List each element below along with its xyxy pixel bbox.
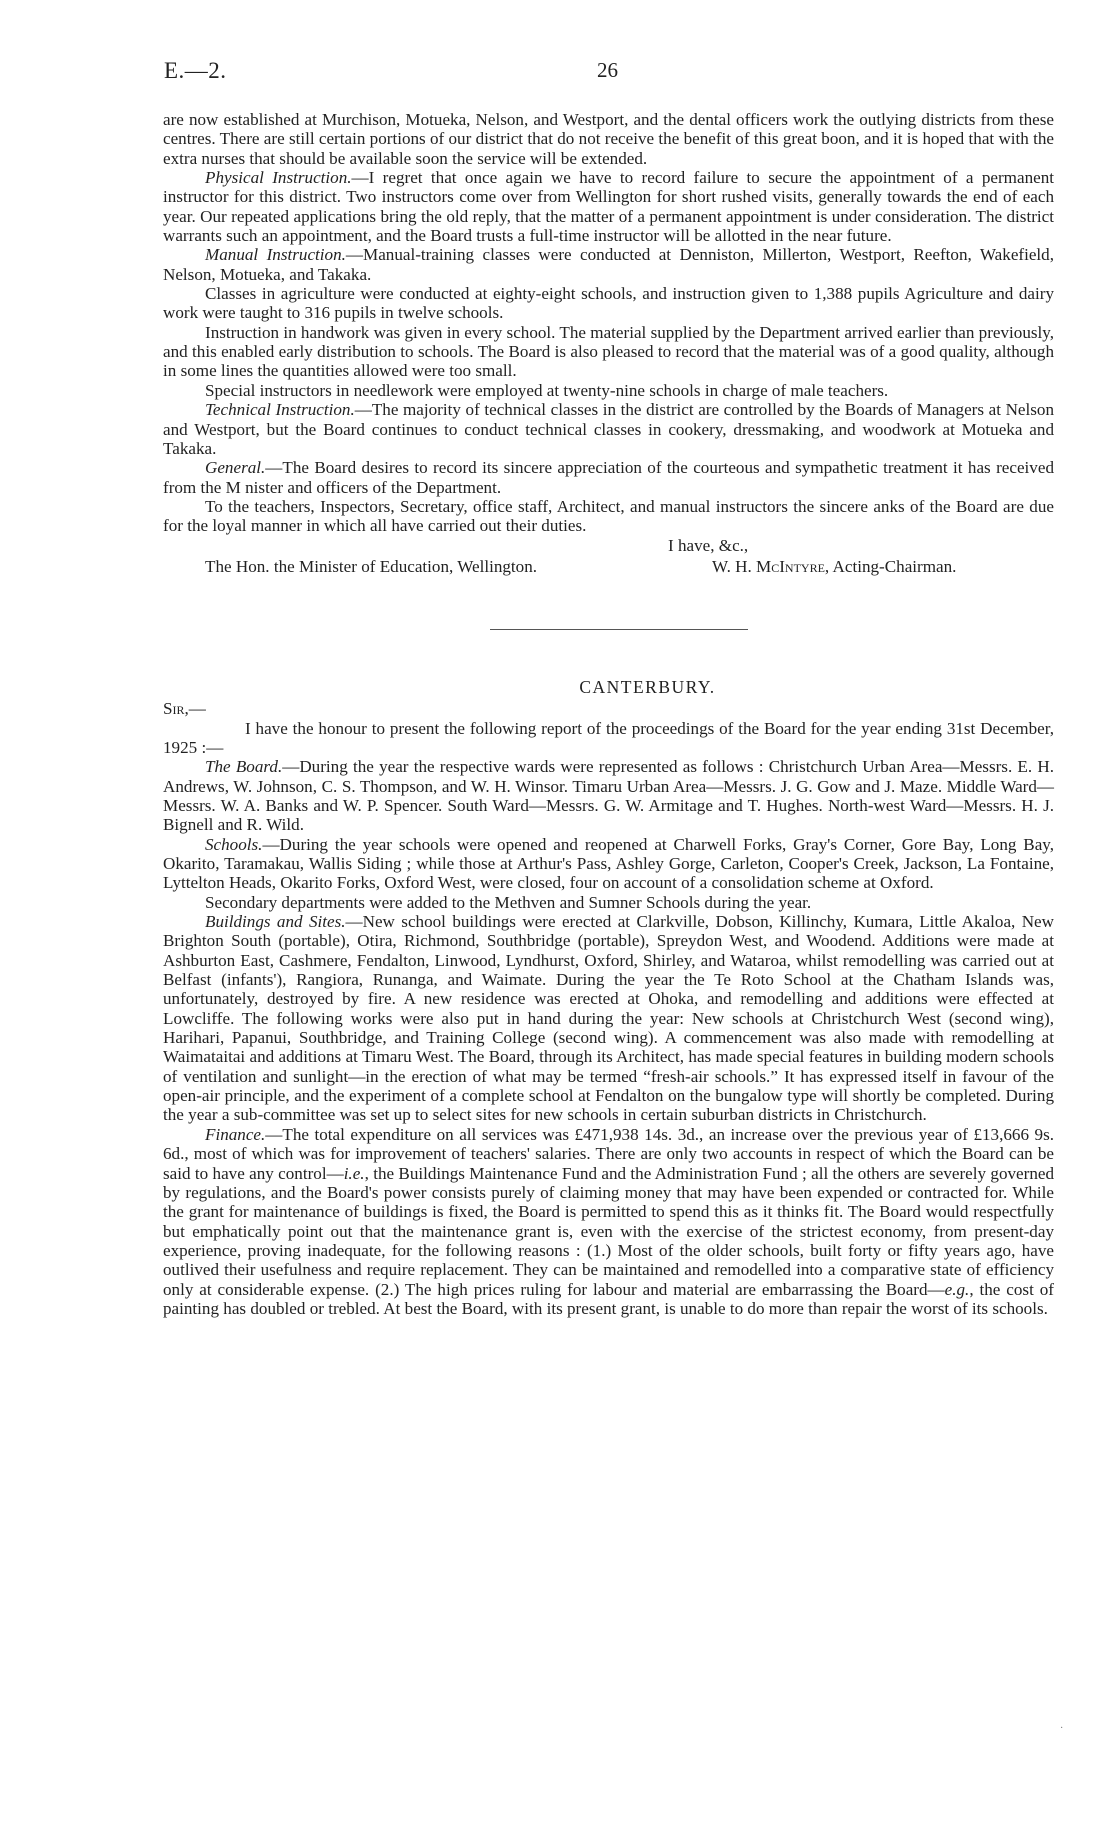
addressee: The Hon. the Minister of Education, Wellington. [205,556,538,576]
intro-paragraph: I have the honour to present the following report of the proceedings of the Board for the year ending 31st December, 1925 :— [163,718,1054,757]
signatory-initials: W. H. [712,556,752,576]
closing-formula: I have, &c., [668,535,749,555]
technical-instruction-paragraph [163,400,1054,458]
paragraph-text: , the Buildings Maintenance Fund and the Administration Fund ; all the others are severely governed by regulations, and the Board's power consists purely of claiming money that may have been expended or contracted for. While the grant for maintenance of buildings is fixed, the Board is permitted to spend this as it thinks fit. The Board would respectfully but emphatically point out that the maintenance grant is, even with the exercise of the strictest economy, from present-day experience, proving inadequate, for the following reasons : (1.) Most of the older schools, built forty or fifty years ago, have outlived their usefulness and require replacement. They can be maintained and remodelled into a comparative state of efficiency only at considerable expense. (2.) The high prices ruling for labour and material are embarrassing the Board— [163,1163,1054,1299]
paragraph-text: —I regret that once again we have to record failure to secure the appointment of a permanent instructor for this district. Two instructors come over from Wellington for short rushed visits, generally towards the end of each year. Our repeated applications bring the old reply, that the matter of a permanent appointment is under consideration. The district warrants such an appointment, and the Board trusts a full-time instructor will be allotted in the near future. [163,168,1054,246]
continuation-paragraph: are now established at Murchison, Motueka, Nelson, and Westport, and the dental officers work the outlying districts from these centres. There are still certain portions of our district that do not receive the benefit of this great boon, and it is hoped that with the extra nurses that should be available soon the service will be extended. [163,110,1054,168]
paragraph-text: —The majority of technical classes in the district are controlled by the Boards of Managers at Nelson and Westport, but the Board continues to conduct technical classes in cookery, dressmaking, and woodwork at Motueka and Takaka. [163,400,1054,458]
abbreviation: e.g. [944,1279,970,1299]
signatory [712,557,956,576]
secondary-paragraph: Secondary departments were added to the Methven and Sumner Schools during the year. [205,892,812,912]
paragraph-text: , the cost of painting has doubled or trebled. At best the Board, with its present grant, is unable to do more than repair the worst of its schools. [163,1279,1054,1318]
abbreviation: i.e. [343,1163,365,1183]
section-heading: Buildings and Sites. [205,912,346,932]
section-heading: Finance. [205,1124,266,1144]
section-heading: General. [205,458,266,478]
agriculture-paragraph: Classes in agriculture were conducted at eighty-eight schools, and instruction given to 1,388 pupils Agriculture and dairy work were taught to 316 pupils in twelve schools. [163,284,1054,323]
signatory-name: McIntyre [756,556,825,576]
section-title-canterbury: CANTERBURY. [579,676,716,697]
section-heading: Technical Instruction. [205,400,355,420]
section-heading: The Board. [205,757,283,777]
scan-speck: · [1060,1723,1064,1734]
handwork-paragraph: Instruction in handwork was given in every school. The material supplied by the Department arrived earlier than previously, and this enabled early distribution to schools. The Board is also pleased to record that the material was of a good quality, although in some lines the quantities allowed were too small. [163,322,1054,381]
paragraph-text: —During the year schools were opened and reopened at Charwell Forks, Gray's Corner, Gore Bay, Long Bay, Okarito, Taramakau, Wallis Siding ; while those at Arthur's Pass, Ashley Gorge, Carleton, Cooper's Creek, Jackson, La Fontaine, Lyttelton Heads, Okarito Forks, Oxford West, were closed, four on account of a consolidation scheme at Oxford. [163,834,1054,893]
board-paragraph [163,757,1054,834]
document-reference: E.—2. [164,58,227,83]
salutation: Sir,— [163,699,206,719]
paragraph-text: —The total expenditure on all services was £471,938 14s. 3d., an increase over the previous year of £13,666 9s. 6d., most of which was for improvement of teachers' salaries. There are only two accounts in respect of which the Board can be said to have any control— [163,1124,1054,1183]
paragraph-text: —New school buildings were erected at Clarkville, Dobson, Killinchy, Kumara, Little Akaloa, New Brighton South (portable), Otira, Richmond, Southbridge (portable), Spreydon West, and Woodend. Additions were made at Ashburton East, Cashmere, Fendalton, Linwood, Lyndhurst, Oxford, Shirley, and Wataroa, whilst remodelling was carried out at Belfast (infants'), Rangiora, Runanga, and Waimate. During the year the Te Roto School at the Chatham Islands was, unfortunately, destroyed by fire. A new residence was erected at Ohoka, and remodelling and additions were effected at Lowcliffe. The following works were also put in hand during the year: New schools at Christchurch West (second wing), Harihari, Papanui, Southbridge, and Training College (second wing). A commencement was also made with remodelling at Waimataitai and additions at Timaru West. The Board, through its Architect, has made special features in building modern schools of ventilation and sunlight—in the erection of what may be termed “fresh-air schools.” It has expressed itself in favour of the open-air principle, and the experiment of a complete school at Fendalton on the bungalow type will shortly be completed. During the year a sub-committee was set up to select sites for new schools in certain suburban districts in Christchurch. [163,912,1054,1125]
general-paragraph [163,458,1054,497]
signatory-title: , Acting-Chairman. [824,556,957,576]
manual-instruction-paragraph [163,245,1054,284]
needlework-paragraph: Special instructors in needlework were employed at twenty-nine schools in charge of male teachers. [205,380,889,400]
schools-paragraph [163,835,1054,893]
paragraph-text: —The Board desires to record its sincere appreciation of the courteous and sympathetic treatment it has received from the M nister and officers of the Department. [163,458,1054,497]
paragraph-text: —During the year the respective wards were represented as follows : Christchurch Urban Area—Messrs. E. H. Andrews, W. Johnson, C. S. Thompson, and W. H. Winsor. Timaru Urban Area—Messrs. J. G. Gow and J. Maze. Middle Ward—Messrs. W. A. Banks and W. P. Spencer. South Ward—Messrs. G. W. Armitage and T. Hughes. North-west Ward—Messrs. H. J. Bignell and R. Wild. [163,757,1054,835]
buildings-paragraph [163,912,1054,1125]
physical-instruction-paragraph [163,168,1054,245]
paragraph-text: —Manual-training classes were conducted at Denniston, Millerton, Westport, Reefton, Wakefield, Nelson, Motueka, and Takaka. [163,245,1054,284]
finance-paragraph [163,1125,1054,1318]
signature-line [163,557,1054,579]
section-heading: Schools. [205,834,263,854]
section-divider [490,629,748,630]
page-number: 26 [597,58,618,82]
section-heading: Manual Instruction. [205,245,346,265]
page-body [163,110,1054,1318]
section-heading: Physical Instruction. [205,168,352,188]
page-header [164,58,1054,88]
thanks-paragraph: To the teachers, Inspectors, Secretary, office staff, Architect, and manual instructors the sincere anks of the Board are due for the loyal manner in which all have carried out their duties. [163,496,1054,536]
